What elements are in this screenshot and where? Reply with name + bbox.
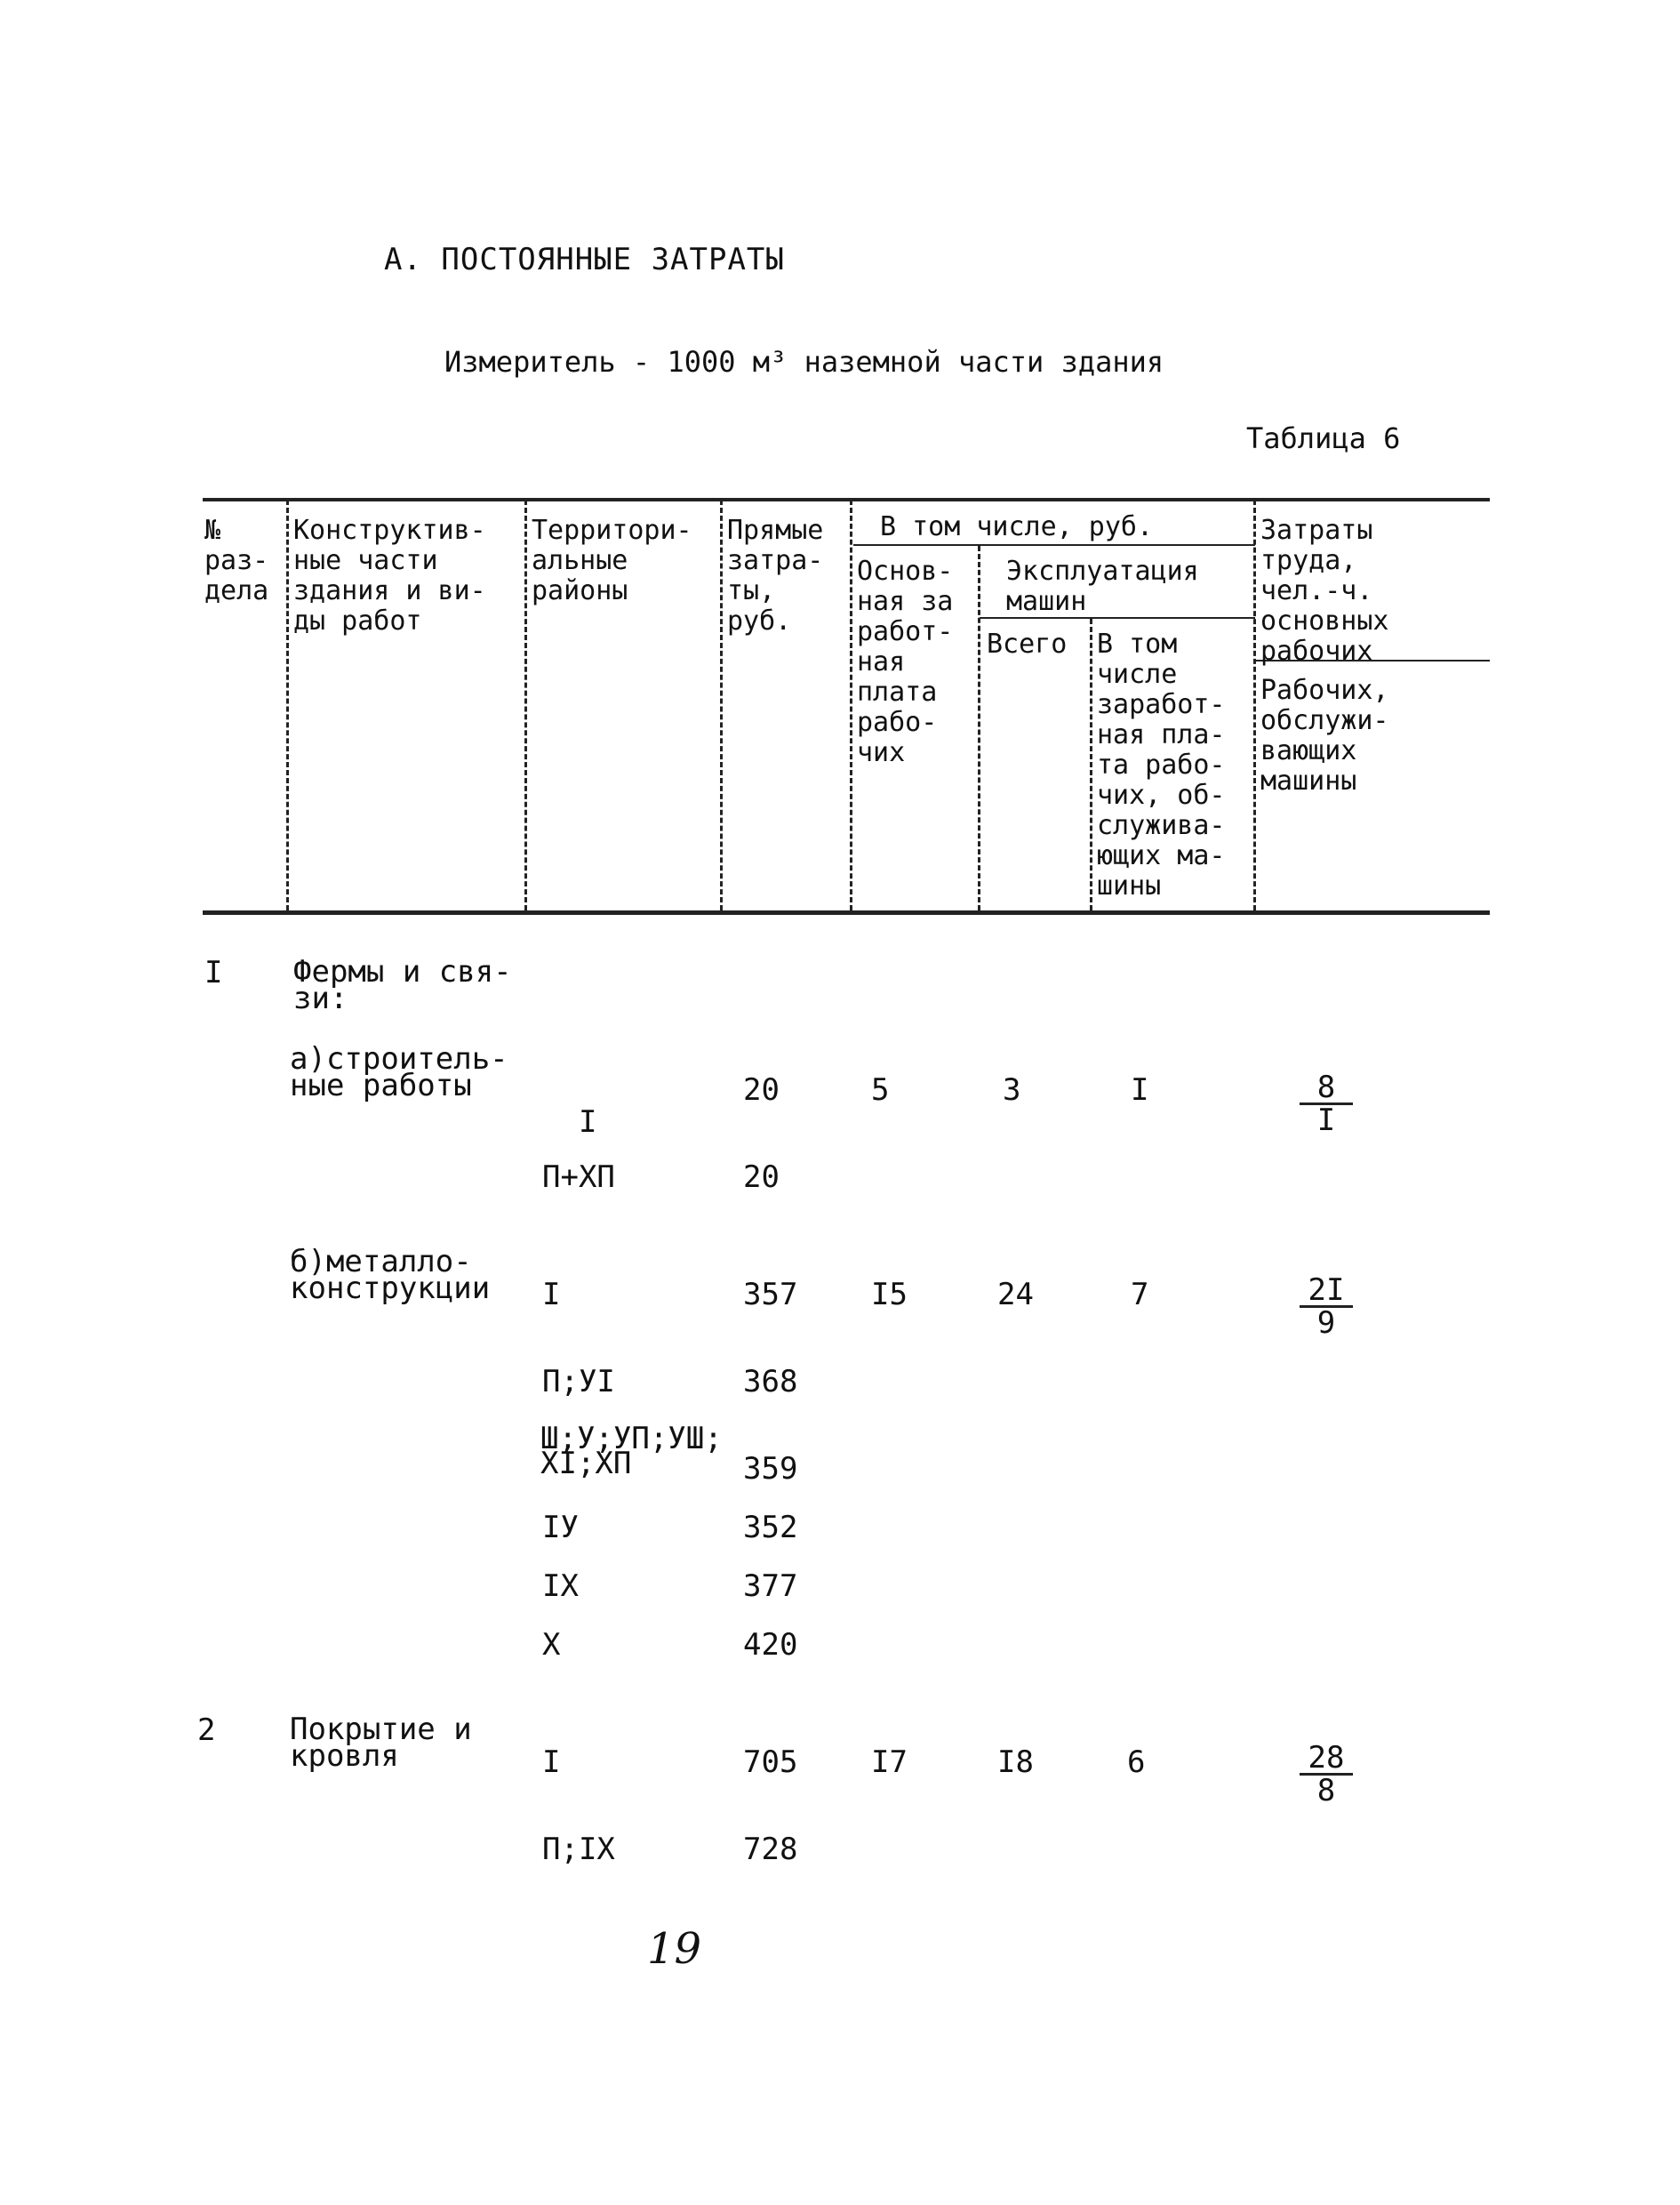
section-number: I [204, 955, 223, 990]
direct-cell: 705 [743, 1744, 798, 1780]
direct-cell: 357 [743, 1277, 798, 1312]
direct-cell: 368 [743, 1364, 798, 1399]
section-heading: А. ПОСТОЯННЫЕ ЗАТРАТЫ [384, 242, 785, 277]
page-number: 19 [647, 1924, 702, 1974]
direct-cell: 352 [743, 1510, 798, 1545]
base-wage-cell: 5 [871, 1072, 890, 1108]
incl-wage-cell: I [1131, 1072, 1149, 1108]
base-wage-cell: I5 [871, 1277, 908, 1312]
measure-unit: Измеритель - 1000 м³ наземной части здания [444, 345, 1164, 379]
section-name: Покрытие и кровля [290, 1712, 472, 1774]
col-header-regions: Территори- альные районы [532, 515, 692, 606]
incl-underline [853, 544, 1255, 546]
col-divider-2 [524, 500, 527, 910]
labor-top: 8 [1316, 1070, 1336, 1105]
col-header-labor-machine: Рабочих, обслужи- вающих машины [1260, 675, 1389, 797]
direct-cell: 420 [743, 1627, 798, 1663]
labor-bottom: 9 [1316, 1305, 1336, 1341]
labor-bottom: 8 [1316, 1773, 1336, 1808]
direct-cell: 20 [743, 1159, 780, 1195]
col-header-exploitation: Эксплуатация машин [1006, 556, 1199, 617]
region-cell: IУ [542, 1510, 579, 1545]
direct-cell: 359 [743, 1451, 798, 1487]
labor-bottom: I [1316, 1102, 1336, 1138]
col-header-direct: Прямые затра- ты, руб. [727, 515, 824, 637]
base-wage-cell: I7 [871, 1744, 908, 1780]
region-cell: П+ХП [542, 1159, 615, 1195]
region-cell: I [542, 1277, 561, 1312]
col-divider-1 [286, 500, 289, 910]
table-label: Таблица 6 [1246, 421, 1401, 455]
group-name: а)строитель- ные работы [290, 1041, 508, 1103]
incl-wage-cell: 7 [1131, 1277, 1149, 1312]
direct-cell: 20 [743, 1072, 780, 1108]
labor-fraction [1300, 1740, 1353, 1808]
col-header-total: Всего [987, 629, 1068, 660]
header-bottom-rule [203, 910, 1490, 915]
region-cell: IX [542, 1568, 579, 1604]
col-header-incl: В том числе, руб. [880, 511, 1154, 542]
col-header-base-wage: Основ- ная за работ- ная плата рабо- чих [857, 556, 954, 768]
incl-wage-cell: 6 [1127, 1744, 1146, 1780]
section-name: Фермы и свя- зи: [293, 954, 512, 1016]
direct-cell: 728 [743, 1832, 798, 1867]
total-cell: I8 [997, 1744, 1034, 1780]
labor-fraction [1300, 1272, 1353, 1341]
labor-fraction [1300, 1070, 1353, 1138]
region-cell: I [578, 1104, 597, 1140]
region-cell: X [542, 1627, 561, 1663]
total-cell: 3 [1003, 1072, 1021, 1108]
region-cell: Ш;У;УП;УШ; XI;ХП [540, 1421, 723, 1481]
direct-cell: 377 [743, 1568, 798, 1604]
total-cell: 24 [997, 1277, 1034, 1312]
col-divider-7 [1253, 500, 1256, 910]
region-cell: I [542, 1744, 561, 1780]
col-header-num: № раз- дела [204, 515, 269, 606]
section-number: 2 [197, 1712, 216, 1748]
group-name: б)металло- конструкции [290, 1244, 491, 1306]
col-divider-6 [1090, 619, 1092, 910]
col-header-parts: Конструктив- ные части здания и ви- ды работ [293, 515, 486, 637]
col-divider-4 [850, 500, 852, 910]
region-cell: П;УI [542, 1364, 615, 1399]
exploitation-underline [980, 617, 1255, 619]
col-divider-3 [720, 500, 723, 910]
labor-top: 2I [1308, 1272, 1345, 1308]
table-row [542, 1074, 596, 1138]
col-divider-5 [978, 546, 980, 910]
labor-top: 28 [1308, 1740, 1345, 1776]
region-cell: П;IX [542, 1832, 615, 1867]
col-header-labor: Затраты труда, чел.-ч. основных рабочих [1260, 515, 1389, 667]
table-top-rule [203, 498, 1490, 501]
col-header-incl-wage: В том числе заработ- ная пла- та рабо- чих, об- служива- ющих ма- шины [1097, 629, 1226, 902]
